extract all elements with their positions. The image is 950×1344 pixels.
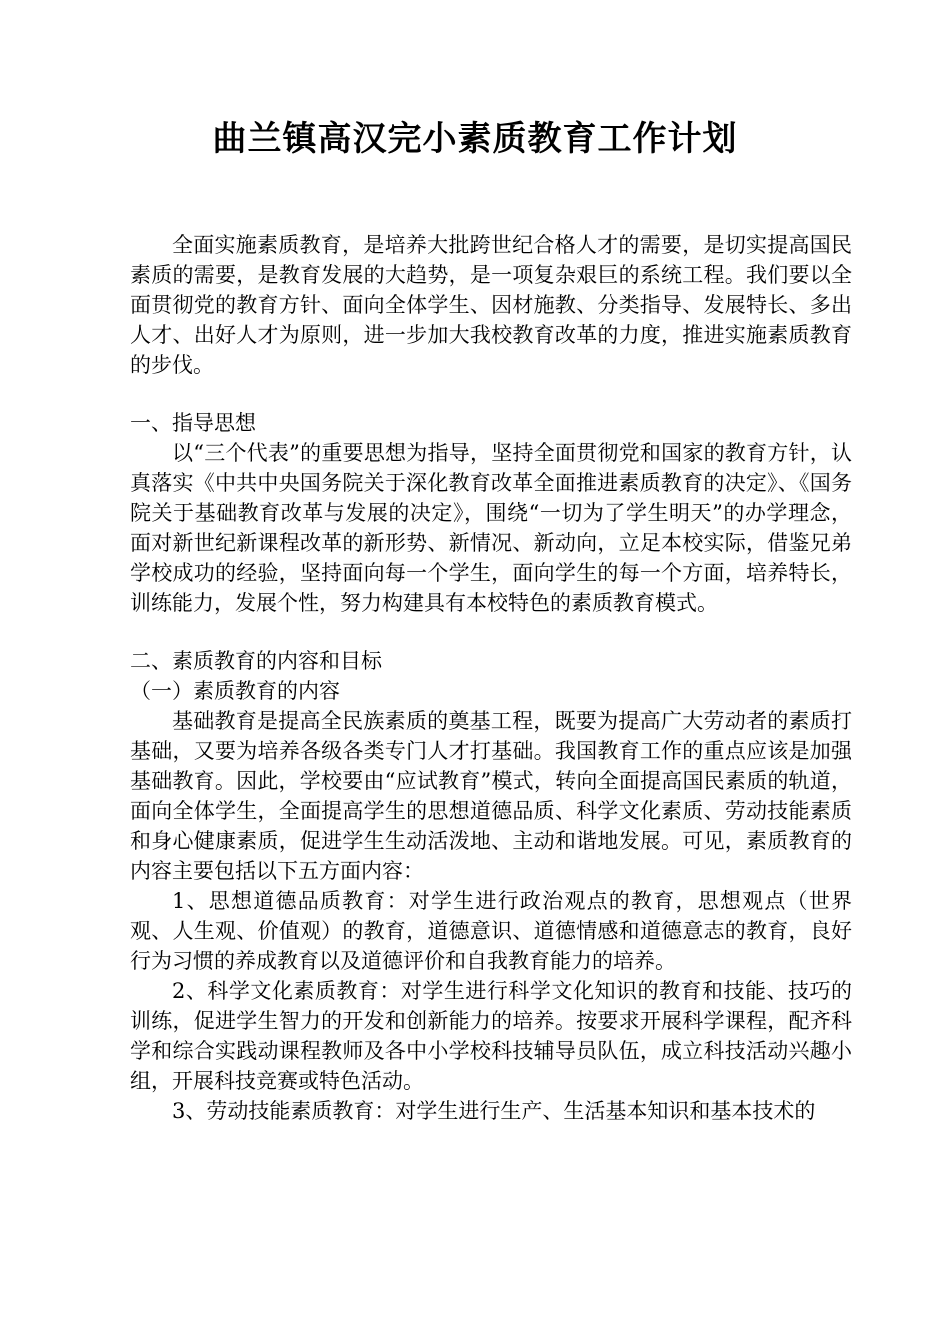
document-title: 曲兰镇高汉完小素质教育工作计划	[212, 119, 738, 159]
section-1-heading: 一、指导思想	[130, 411, 256, 435]
section-2-paragraph: 基础教育是提高全民族素质的奠基工程，既要为提高广大劳动者的素质打基础，又要为培养各级各类专门人才打基础。我国教育工作的重点应该是加强基础教育。因此，学校要由“应试教育”模式，转向全面提高国民素质的轨道，面向全体学生，全面提高学生的思想道德品质、科学文化素质、劳动技能素质和身心健康素质，促进学生生动活泼地、主动和谐地发展。可见，素质教育的内容主要包括以下五方面内容：	[130, 709, 852, 883]
document-body	[130, 230, 852, 1126]
section-2-heading: 二、素质教育的内容和目标	[130, 649, 382, 673]
list-item: 2、科学文化素质教育：对学生进行科学文化知识的教育和技能、技巧的训练，促进学生智力的开发和创新能力的培养。按要求开展科学课程，配齐科学和综合实践动课程教师及各中小学校科技辅导员队伍，成立科技活动兴趣小组，开展科技竞赛或特色活动。	[130, 979, 852, 1093]
section-2-subheading: （一）素质教育的内容	[130, 679, 340, 703]
section-1-paragraph: 以“三个代表”的重要思想为指导，坚持全面贯彻党和国家的教育方针，认真落实《中共中央国务院关于深化教育改革全面推进素质教育的决定》、《国务院关于基础教育改革与发展的决定》，围绕“一切为了学生明天”的办学理念，面对新世纪新课程改革的新形势、新情况、新动向，立足本校实际，借鉴兄弟学校成功的经验，坚持面向每一个学生，面向学生的每一个方面，培养特长，训练能力，发展个性，努力构建具有本校特色的素质教育模式。	[130, 441, 852, 615]
spacer	[130, 618, 852, 646]
spacer	[130, 380, 852, 408]
intro-paragraph: 全面实施素质教育，是培养大批跨世纪合格人才的需要，是切实提高国民素质的需要，是教育发展的大趋势，是一项复杂艰巨的系统工程。我们要以全面贯彻党的教育方针、面向全体学生、因材施教、分类指导、发展特长、多出人才、出好人才为原则，进一步加大我校教育改革的力度，推进实施素质教育的步伐。	[130, 233, 852, 377]
list-item: 1、思想道德品质教育：对学生进行政治观点的教育，思想观点（世界观、人生观、价值观）的教育，道德意识、道德情感和道德意志的教育，良好行为习惯的养成教育以及道德评价和自我教育能力的培养。	[130, 889, 852, 973]
list-item: 3、劳动技能素质教育：对学生进行生产、生活基本知识和基本技术的	[172, 1099, 816, 1123]
